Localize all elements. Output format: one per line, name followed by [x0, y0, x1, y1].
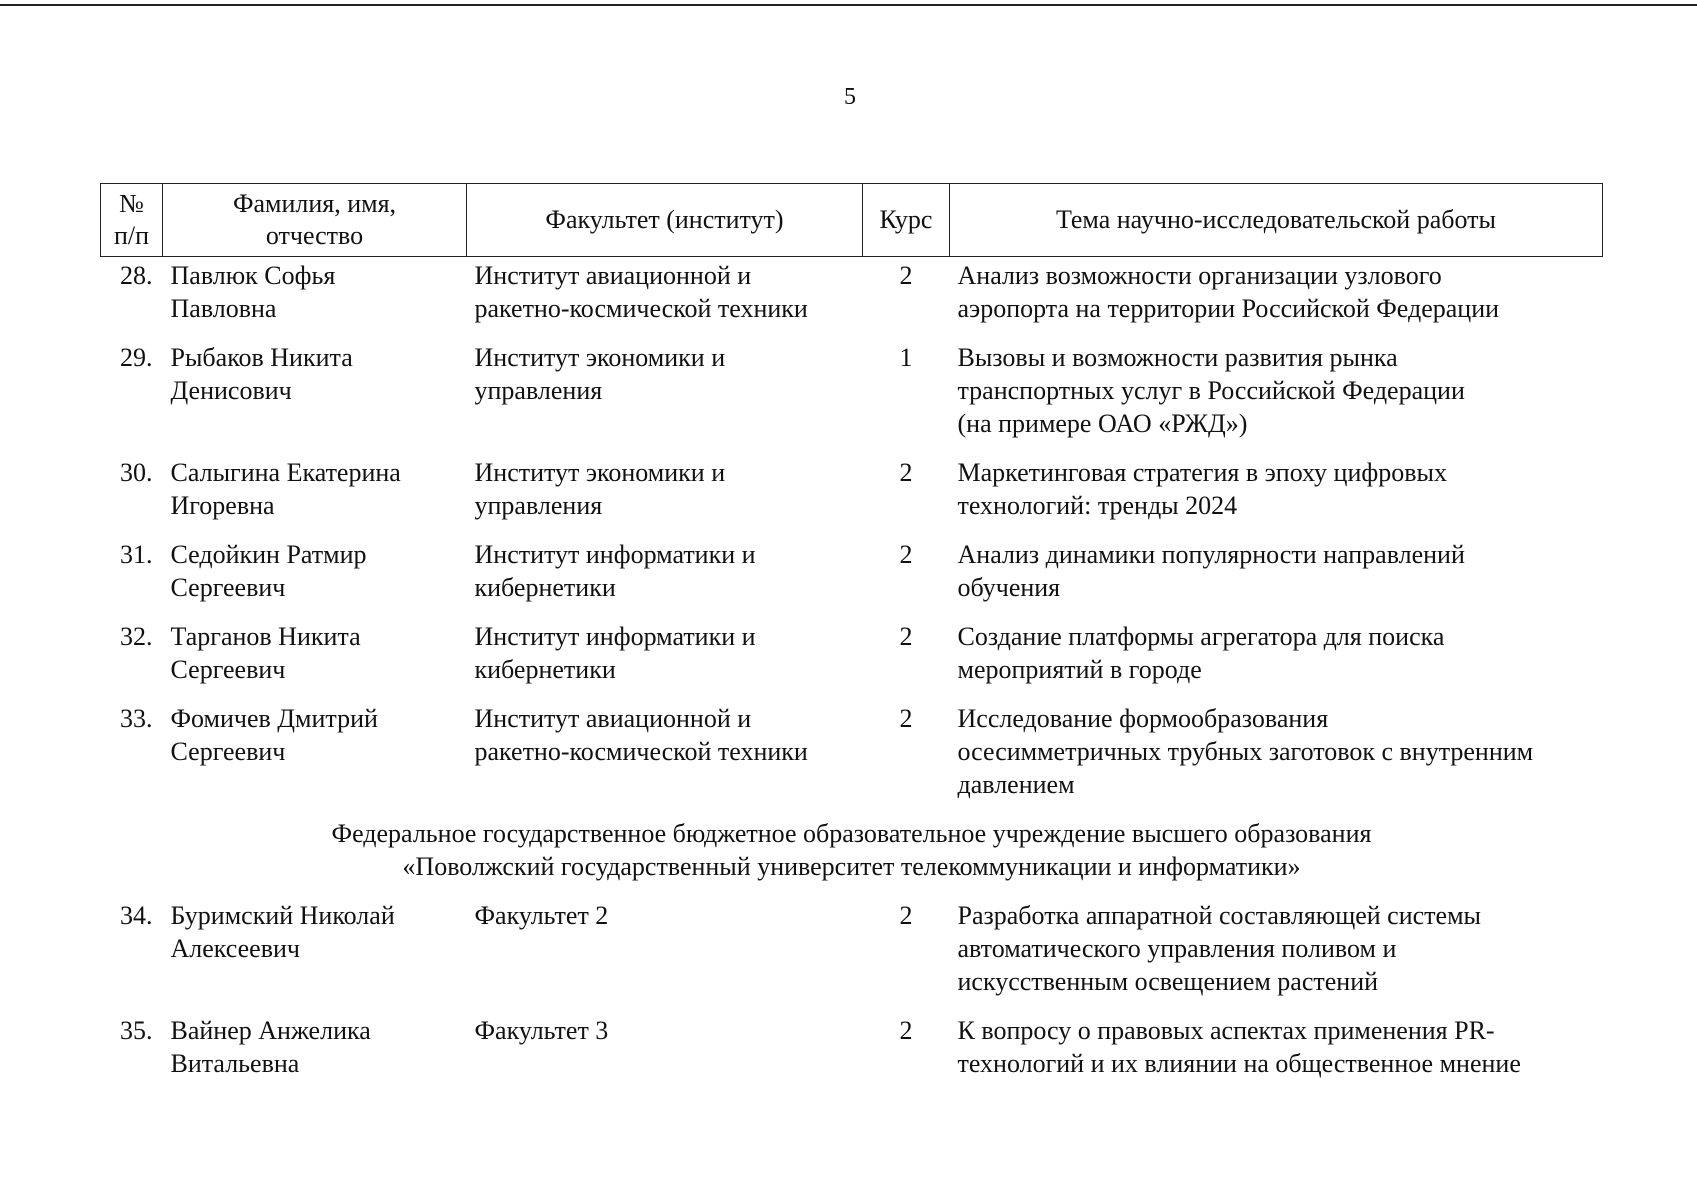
row-number: 32. [120, 622, 153, 651]
course-year: 2 [899, 622, 913, 651]
student-name: Буримский Николай Алексеевич [170, 901, 395, 963]
research-topic: К вопросу о правовых аспектах применения PR- технологий и их влиянии на общественное мнение [957, 1016, 1521, 1078]
table-row [101, 538, 1603, 620]
faculty-name: Институт информатики и кибернетики [474, 622, 756, 684]
table-row [101, 1014, 1603, 1096]
course-year: 1 [899, 343, 913, 372]
course-year: 2 [899, 458, 913, 487]
header-num: № п/п [101, 184, 163, 257]
student-name: Фомичев Дмитрий Сергеевич [170, 704, 378, 766]
header-name: Фамилия, имя, отчество [163, 184, 467, 257]
row-number: 29. [120, 343, 153, 372]
research-topic: Вызовы и возможности развития рынка транспортных услуг в Российской Федерации (на примере ОАО «РЖД») [957, 343, 1465, 438]
faculty-name: Институт авиационной и ракетно-космической техники [474, 261, 808, 323]
table-body [101, 257, 1603, 1097]
student-name: Седойкин Ратмир Сергеевич [170, 540, 367, 602]
section-heading-row [101, 817, 1603, 899]
student-name: Рыбаков Никита Денисович [170, 343, 353, 405]
research-topic: Анализ динамики популярности направлений обучения [957, 540, 1465, 602]
row-number: 35. [120, 1016, 153, 1045]
faculty-name: Институт авиационной и ракетно-космической техники [474, 704, 808, 766]
faculty-name: Факультет 2 [474, 901, 609, 930]
row-number: 33. [120, 704, 153, 733]
faculty-name: Факультет 3 [474, 1016, 609, 1045]
table-row [101, 702, 1603, 817]
research-topic: Разработка аппаратной составляющей системы автоматического управления поливом и искусственным освещением растений [957, 901, 1481, 996]
row-number: 34. [120, 901, 153, 930]
table-row [101, 341, 1603, 456]
header-year: Курс [863, 184, 950, 257]
student-name: Салыгина Екатерина Игоревна [170, 458, 401, 520]
header-faculty: Факультет (институт) [467, 184, 863, 257]
research-topic: Маркетинговая стратегия в эпоху цифровых технологий: тренды 2024 [957, 458, 1447, 520]
research-topic: Создание платформы агрегатора для поиска мероприятий в городе [957, 622, 1445, 684]
table-header [101, 184, 1603, 257]
row-number: 30. [120, 458, 153, 487]
table-row [101, 257, 1603, 342]
student-name: Павлюк Софья Павловна [170, 261, 336, 323]
research-topic: Исследование формообразования осесимметричных трубных заготовок с внутренним давлением [957, 704, 1534, 799]
page-number: 5 [844, 84, 856, 110]
students-table [100, 183, 1603, 1096]
row-number: 28. [120, 261, 153, 290]
university-heading: Федеральное государственное бюджетное образовательное учреждение высшего образования «Поволжский государственный университет телекоммуникации и информатики» [331, 819, 1372, 881]
faculty-name: Институт информатики и кибернетики [474, 540, 756, 602]
table-row [101, 456, 1603, 538]
table-row [101, 899, 1603, 1014]
row-number: 31. [120, 540, 153, 569]
course-year: 2 [899, 540, 913, 569]
course-year: 2 [899, 261, 913, 290]
table-row [101, 620, 1603, 702]
header-topic: Тема научно-исследовательской работы [950, 184, 1603, 257]
student-name: Вайнер Анжелика Витальевна [170, 1016, 371, 1078]
research-topic: Анализ возможности организации узлового аэропорта на территории Российской Федерации [957, 261, 1500, 323]
course-year: 2 [899, 1016, 913, 1045]
course-year: 2 [899, 901, 913, 930]
course-year: 2 [899, 704, 913, 733]
top-rule [0, 4, 1697, 6]
faculty-name: Институт экономики и управления [474, 458, 726, 520]
student-name: Тарганов Никита Сергеевич [170, 622, 361, 684]
faculty-name: Институт экономики и управления [474, 343, 726, 405]
